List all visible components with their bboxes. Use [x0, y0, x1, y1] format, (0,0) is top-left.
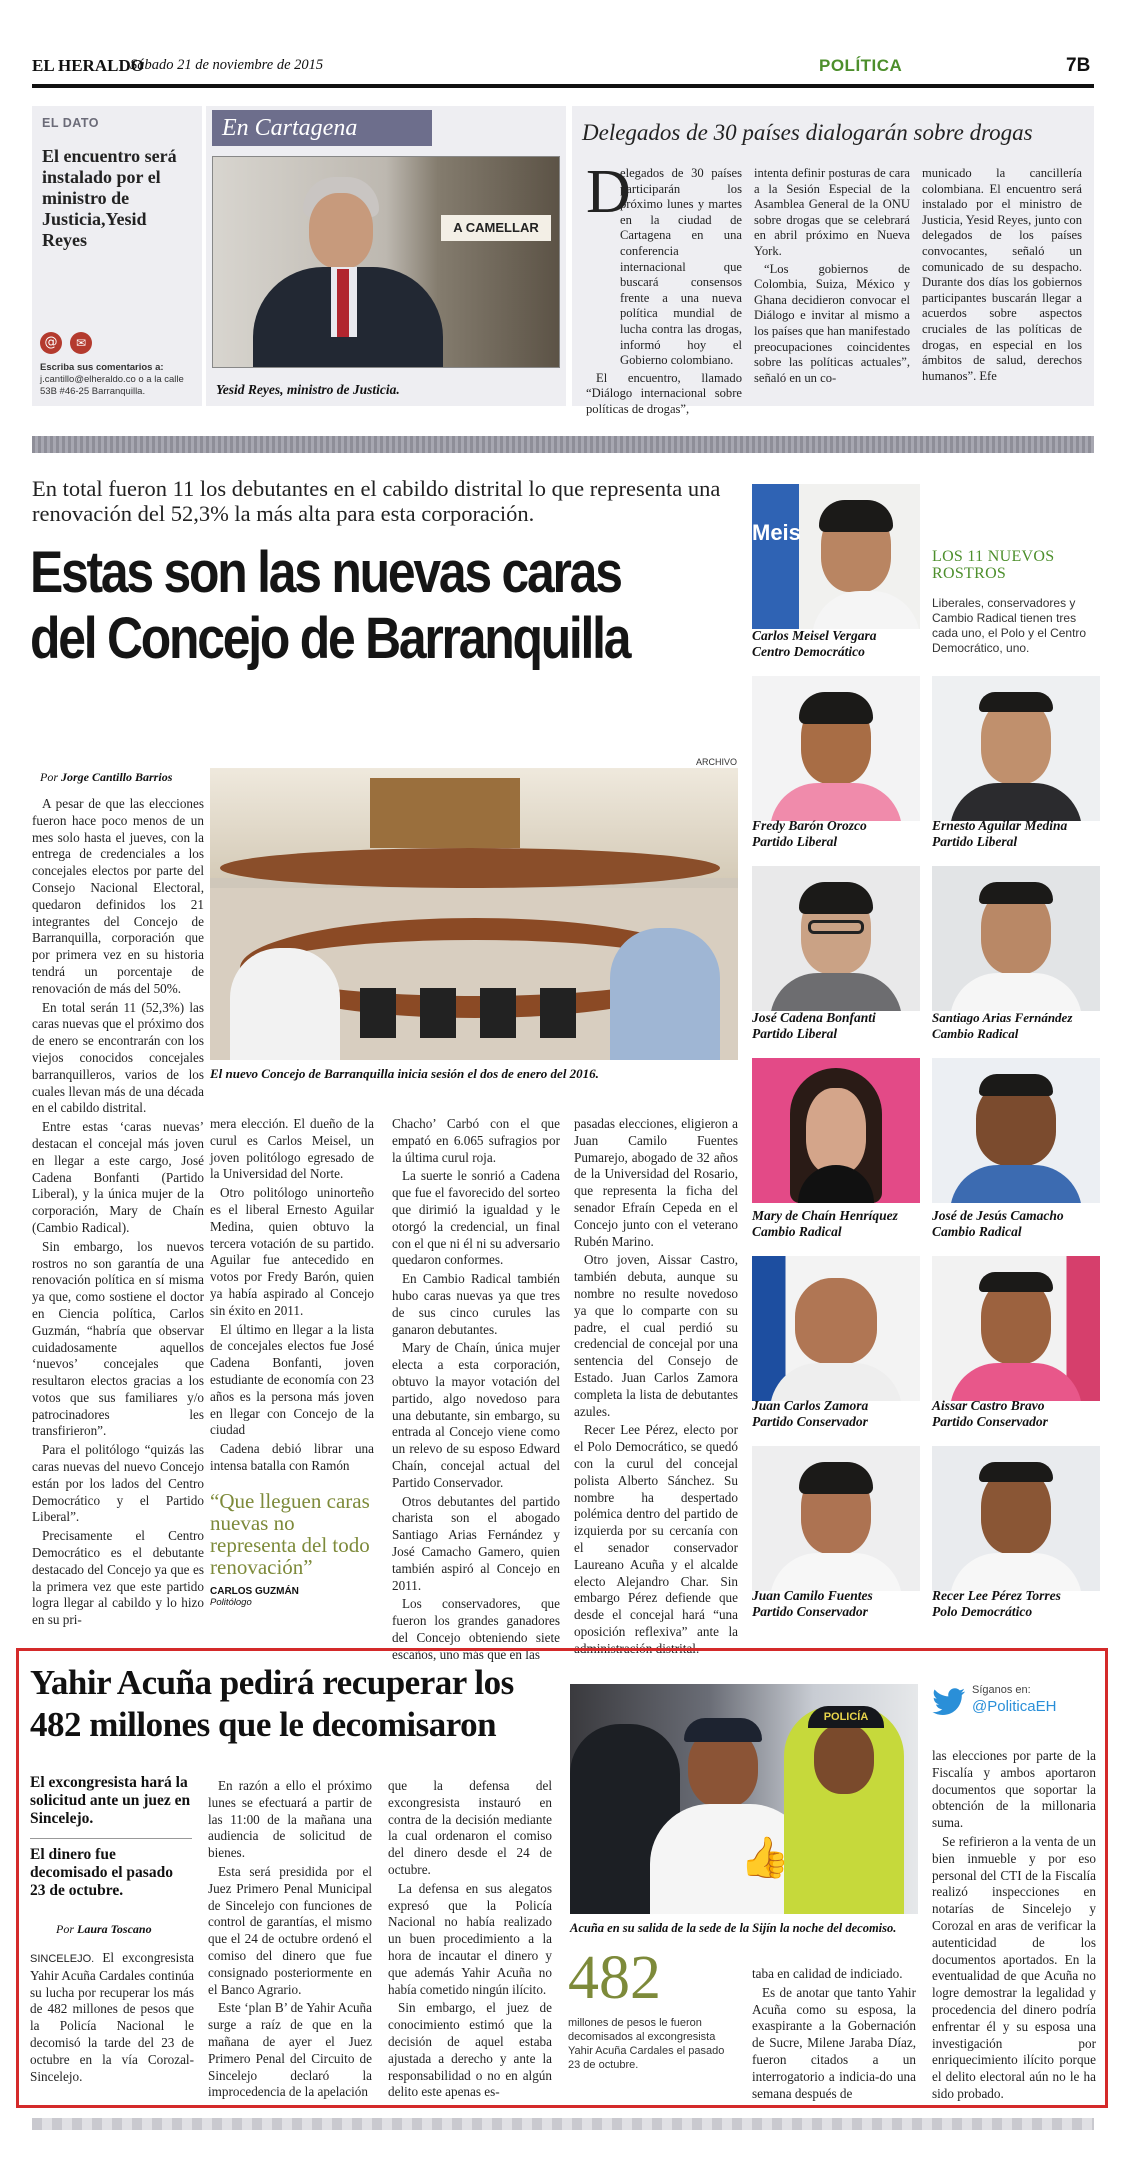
person-party: Partido Conservador — [752, 1414, 868, 1429]
caption-arias — [932, 1010, 1108, 1042]
yahir-col4-p1: taba en calidad de indiciado. — [752, 1966, 903, 1981]
section-name: POLÍTICA — [819, 56, 903, 75]
byline-prefix: Por — [56, 1922, 74, 1936]
concejo-col4-p1: pasadas elecciones, eligieron a Juan Camilo Fuentes Pumarejo, abogado de 32 años de la Universidad del Rosario, que representa la ficha del senador Efraín Cepeda en el Concejo junto con el veterano Rubén Marino. — [574, 1116, 738, 1249]
yahir-deck2: El dinero fue decomisado el pasado 23 de octubre. — [30, 1846, 173, 1899]
person-party: Cambio Radical — [932, 1026, 1019, 1041]
police-helmet-label: POLICÍA — [808, 1706, 884, 1728]
delegados-title: Delegados de 30 países dialogarán sobre drogas — [582, 120, 1033, 145]
yahir-col2 — [208, 1778, 372, 2103]
portrait-castro — [932, 1256, 1100, 1401]
person-name: Recer Lee Pérez Torres — [932, 1588, 1061, 1603]
photo-credit: ARCHIVO — [696, 757, 738, 767]
person-party: Centro Democrático — [752, 644, 865, 659]
mail-icon: ✉ — [70, 332, 92, 354]
person-name: Fredy Barón Orozco — [752, 818, 867, 833]
yahir-lead — [30, 1950, 194, 2085]
concejo-title — [30, 540, 649, 672]
yahir-title: Yahir Acuña pedirá recuperar los 482 millones que le decomisaron — [30, 1663, 514, 1744]
lead-kicker: SINCELEJO. — [30, 1953, 95, 1965]
portrait-aguilar — [932, 676, 1100, 821]
delegados-dropcap: D — [586, 158, 631, 226]
person-party: Cambio Radical — [932, 1224, 1022, 1239]
pull-quote-author: CARLOS GUZMÁN — [210, 1586, 299, 1597]
twitter-bird-svg — [932, 1688, 966, 1716]
yahir-col5-p1: las elecciones por parte de la Fiscalía y ambos aportaron documentos que soportar la obtención de la millonaria suma. — [932, 1748, 1096, 1831]
concejo-title-line1: Estas son las nuevas caras — [30, 540, 621, 605]
council-table-far — [220, 848, 720, 888]
concejo-subtitle: En total fueron 11 los debutantes en el cabildo distrital lo que representa una renovación del 52,3% la más alta para esta corporación. — [32, 476, 721, 526]
twitter-follow[interactable] — [932, 1682, 1092, 1726]
cartagena-banner: En Cartagena — [212, 110, 432, 146]
caption-castro — [932, 1398, 1100, 1430]
person-party: Partido Liberal — [932, 834, 1018, 849]
el-dato-box — [32, 106, 202, 406]
concejo-col1-p2: En total serán 11 (52,3%) las caras nuevas que el próximo dos de enero se encontrarán con los viejos conocidos concejales barranquilleros, varios de los cuales llevan más de una década en el cabildo distrital. — [32, 999, 204, 1116]
acuna-cap — [684, 1718, 762, 1742]
thumbs-up-icon: 👍 — [740, 1835, 790, 1881]
yahir-col3 — [388, 1778, 552, 2103]
cartagena-box — [206, 106, 566, 406]
concejo-col1-p5: Para el politólogo “quizás las caras nuevas del nuevo Concejo están por los lados del Centro Democrático y el Partido Liberal”. — [32, 1442, 204, 1525]
page-number: 7B — [1066, 55, 1091, 76]
yahir-col2-p2: Esta será presidida por el Juez Primero Penal Municipal de Sincelejo con funciones de control de garantías, el mismo que el 24 de octubre ordenó el comiso del dinero que fue consignado posteriormente en el Banco Agrario. — [208, 1863, 372, 1997]
delegados-col2-para: intenta definir posturas de cara a la Sesión Especial de la Asamblea General de la ONU sobre drogas que se celebrará en abril próximo en Nueva York. — [754, 166, 910, 258]
concejo-col3-p3: En Cambio Radical también hubo caras nuevas ya que tres de sus cinco curules las ganaron debutantes. — [392, 1271, 560, 1337]
byline-name: Jorge Cantillo Barrios — [61, 770, 173, 784]
person-name: Ernesto Aguilar Medina — [932, 818, 1068, 833]
portrait-face — [795, 1278, 877, 1364]
concejo-col1 — [32, 796, 204, 1631]
cartagena-caption: Yesid Reyes, ministro de Justicia. — [216, 382, 400, 397]
glasses-icon — [808, 920, 864, 934]
concejo-col2-p3: El último en llegar a la lista de concejales electos fue José Cadena Bonfanti, joven estudiante de economía con 23 años es la persona más joven en llegar con Concejo de la ciudad — [210, 1321, 374, 1438]
twitter-lead: Síganos en: — [972, 1684, 1031, 1696]
contact-lead: Escriba sus comentarios a: — [40, 362, 164, 373]
person-party: Partido Liberal — [752, 834, 838, 849]
concejo-col3-p5: Otros debutantes del partido charista son el abogado Santiago Arias Fernández y José Camacho Gamero, quien también aspiró al Concejo en 2011. — [392, 1493, 560, 1593]
portrait-face — [806, 1088, 866, 1174]
delegados-box — [572, 106, 1094, 416]
caption-perez — [932, 1588, 1102, 1620]
person-name: Aissar Castro Bravo — [932, 1398, 1045, 1413]
yahir-col3-p3: Sin embargo, el juez de conocimiento estimó que la decisión de aquel estaba ajustada a derecho y ante la responsabilidad o no en algún delito este apenas es- — [388, 2000, 552, 2100]
section-divider-strip — [32, 436, 1094, 453]
byline-name: Laura Toscano — [77, 1922, 152, 1936]
masthead: EL HERALDO — [32, 56, 144, 75]
caption-zamora — [752, 1398, 930, 1430]
yahir-col5-p2: Se refirieron a la venta de un bien inmueble y por eso personal del CTI de la Fiscalía realizó inspecciones en notarías de Sincelejo y Corozal en aras de verificar la autenticidad de los documentos aportados. En la eventualidad de que Acuña no logre demostrar la legalidad y procedencia del dinero podría enfrentar él y su esposa una investigación por enriquecimiento ilícito porque el delito electoral aún no le ha sido probado. — [932, 1833, 1096, 2101]
concejo-col2-p4: Cadena debió librar una intensa batalla con Ramón — [210, 1441, 374, 1473]
officer-right-face — [814, 1724, 874, 1794]
person-party: Partido Liberal — [752, 1026, 838, 1041]
council-flag-panel — [370, 778, 520, 848]
caption-baron — [752, 818, 930, 850]
el-dato-label: EL DATO — [42, 116, 99, 130]
concejo-col4-p3: Recer Lee Pérez, electo por el Polo Democrático, se quedó con la curul del concejal polista Alberto Sánchez. Su nombre ha despertado polémica dentro del partido de izquierda por su cercanía con el senador conservador Laureano Acuña y el alcalde electo Alejandro Char. Sin embargo Pérez defiende que desde el concejal hará “una oposición reflexiva” ante la administración distrital. — [574, 1422, 738, 1656]
concejo-col2-p2: Otro politólogo uninorteño es el liberal Ernesto Aguilar Medina, quien obtuvo la tercera votación de su partido. Aguilar fue antecedido en votos por Fredy Barón, quien ya había aspirado al Concejo sin éxito en 2011. — [210, 1185, 374, 1318]
concejo-col3-p4: Mary de Chaín, única mujer electa a esta corporación, obtuvo la mayor votación del partido, algo novedoso para una debutante, sin embargo, su entrada al Concejo viene como un relevo de su esposo Edward Chaín, concejal actual del Partido Conservador. — [392, 1340, 560, 1490]
concejo-title-line2: del Concejo de Barranquilla — [30, 606, 630, 671]
portrait-hair — [979, 1272, 1053, 1292]
camellar-sign: A CAMELLAR — [441, 215, 551, 241]
concejo-byline — [40, 770, 172, 785]
concejo-col4 — [574, 1116, 738, 1660]
yahir-col1 — [30, 1950, 194, 2087]
delegados-col2 — [754, 166, 910, 388]
caption-camacho — [932, 1208, 1100, 1240]
el-dato-contact — [40, 362, 196, 398]
yahir-col2-p1: En razón a ello el próximo lunes se efectuará a partir de las 11:00 de la mañana una audiencia de solicitud de bienes. — [208, 1778, 372, 1861]
person-name: José de Jesús Camacho — [932, 1208, 1064, 1223]
deck-divider — [30, 1838, 192, 1839]
portrait-zamora — [752, 1256, 920, 1401]
concejo-col2-p1: mera elección. El dueño de la curul es Carlos Meisel, un joven politólogo egresado de la Universidad del Norte. — [210, 1116, 374, 1182]
byline-prefix: Por — [40, 770, 58, 784]
pull-quote-role: Politólogo — [210, 1597, 252, 1608]
caption-meisel — [752, 628, 930, 660]
portrait-hair — [799, 692, 873, 724]
person-party: Partido Conservador — [752, 1604, 868, 1619]
rostros-title: LOS 11 NUEVOS ROSTROS — [932, 548, 1055, 582]
portrait-baron — [752, 676, 920, 821]
acuna-photo-caption: Acuña en su salida de la sede de la Sijín la noche del decomiso. — [570, 1921, 897, 1935]
concejo-col2 — [210, 1116, 374, 1477]
portrait-camacho — [932, 1058, 1100, 1203]
portrait-hair — [799, 1462, 873, 1494]
rostros-text: Liberales, conservadores y Cambio Radical tienen tres cada uno, el Polo y el Centro Democrático, uno. — [932, 596, 1087, 655]
page-header — [32, 52, 1094, 80]
at-icon: @ — [40, 332, 62, 354]
caption-aguilar — [932, 818, 1100, 850]
person-name: Carlos Meisel Vergara — [752, 628, 877, 643]
delegados-col1 — [586, 158, 742, 420]
person-name: Santiago Arias Fernández — [932, 1010, 1073, 1025]
portrait-meisel — [752, 484, 920, 629]
twitter-bird-icon — [932, 1688, 966, 1716]
big-number-text: millones de pesos le fueron decomisados al excongresista Yahir Acuña Cardales el pasado 23 de octubre. — [568, 2017, 725, 2071]
acuna-photo — [570, 1684, 918, 1914]
council-person-right — [610, 928, 720, 1060]
pull-quote — [210, 1490, 374, 1608]
yahir-col4 — [752, 1966, 916, 2104]
council-chairs — [360, 988, 600, 1038]
portrait-hair — [979, 882, 1053, 904]
portrait-hair — [819, 500, 893, 532]
minister-figure-face — [309, 193, 373, 269]
concejo-col3 — [392, 1116, 560, 1666]
minister-photo — [212, 156, 560, 368]
portrait-hair — [979, 1462, 1053, 1482]
delegados-col2b-para: “Los gobiernos de Colombia, Suiza, México y Ghana decidieron convocar el Diálogo e invitar al mismo a los países que han manifestado preocupaciones coincidentes sobre las políticas actuales”, señaló en un co- — [754, 261, 910, 385]
person-party: Partido Conservador — [932, 1414, 1048, 1429]
caption-cadena — [752, 1010, 930, 1042]
yahir-deck1: El excongresista hará la solicitud ante un juez en Sincelejo. — [30, 1774, 191, 1827]
person-name: Juan Camilo Fuentes — [752, 1588, 873, 1603]
contact-rest: j.cantillo@elheraldo.co o a la calle 53B #46-25 Barranquilla. — [40, 374, 184, 397]
yahir-byline — [56, 1922, 152, 1937]
delegados-col3 — [922, 166, 1082, 386]
yahir-col2-p3: Este ‘plan B’ de Yahir Acuña surge a raíz de que en la mañana de ayer el Juez Primero Penal del Circuito de Sincelejo declaró la improcedencia de la apelación — [208, 2000, 372, 2100]
yahir-col5 — [932, 1748, 1096, 2105]
concejo-col3-p2: La suerte le sonrió a Cadena que fue el favorecido del sorteo que dirimió la igualdad y le otorgó la credencial, un final con el que ni él ni su adversario quedaron conformes. — [392, 1168, 560, 1268]
concejo-col1-p3: Entre estas ‘caras nuevas’ destacan el concejal más joven en llegar a este cargo, José Cadena Bonfanti (Partido Liberal), y la única mujer de la corporación, Mary de Chaín (Cambio Radical). — [32, 1119, 204, 1235]
concejo-col1-p4: Sin embargo, los nuevos rostros no son garantía de una renovación política en sí misma ya que, como sostiene el doctor en Ciencia política, Carlos Guzmán, “habría que observar cuidadosamente aquellos ‘nuevos’ concejales que resultaron electos gracias a los votos que sus familiares y/o patrocinadores les transfirieron”. — [32, 1238, 204, 1439]
big-number-box — [568, 1946, 738, 2096]
portrait-perez — [932, 1446, 1100, 1591]
concejo-col3-p6: Los conservadores, que fueron los grandes ganadores del Concejo obteniendo siete escaños, uno más que en las — [392, 1596, 560, 1662]
header-rule — [32, 84, 1094, 88]
print-color-bar — [32, 2118, 1094, 2130]
portrait-fuentes — [752, 1446, 920, 1591]
pull-quote-text: “Que lleguen caras nuevas no representa del todo renovación” — [210, 1489, 370, 1579]
person-name: Mary de Chaín Henríquez — [752, 1208, 898, 1223]
portrait-hair — [979, 1074, 1053, 1096]
council-person-left — [230, 948, 340, 1060]
yahir-col3-p1: que la defensa del excongresista instauró en contra de la decisión mediante la cual ordenaron el comiso del dinero desde el 24 de octubre. — [388, 1778, 552, 1877]
yahir-col4-p2: Es de anotar que tanto Yahir Acuña como su esposa, la exaspirante a la Gobernación de Sucre, Milene Jaraba Díaz, fueron citados a un interrogatorio a indicia-do una semana después de — [752, 1984, 916, 2101]
portrait-chain — [752, 1058, 920, 1203]
person-name: Juan Carlos Zamora — [752, 1398, 869, 1413]
concejo-col1-p6: Precisamente el Centro Democrático es el debutante destacado del Concejo ya que es la primera vez que este partido logra llegar al cabildo y lo hizo en su pri- — [32, 1528, 204, 1628]
delegados-col3-para: municado la cancillería colombiana. El encuentro será instalado por el ministro de Justicia, Yesid Reyes, junto con delegados de los países convocantes, señaló un comunicado de su despacho. Durante dos días los gobiernos participantes buscarán llegar a acuerdos sobre aspectos cruciales de las políticas de drogas, en especial en los ámbitos de salud, derechos humanos”. Efe — [922, 166, 1082, 383]
caption-chain — [752, 1208, 930, 1240]
el-dato-text: El encuentro será instalado por el ministro de Justicia,Yesid Reyes — [42, 146, 177, 250]
portrait-hair — [979, 692, 1053, 712]
yahir-col3-p2: La defensa en sus alegatos expresó que la Policía Nacional no había realizado un buen procedimiento a la hora de incautar el dinero y que además Yahir Acuña no había cometido ningún ilícito. — [388, 1880, 552, 1997]
caption-fuentes — [752, 1588, 930, 1620]
meisel-sign: Meis — [752, 520, 801, 545]
council-photo-caption: El nuevo Concejo de Barranquilla inicia sesión el dos de enero del 2016. — [210, 1066, 599, 1081]
concejo-col1-p1: A pesar de que las elecciones fueron hace poco menos de un mes solo hasta el jueves, con la entrega de credenciales a los concejales electos por parte del Consejo Nacional Electoral, quedaron definidos los 21 integrantes del Concejo de Barranquilla, corporación que por primera vez en su historia tendrá un porcentaje de renovación de más del 50%. — [32, 796, 204, 996]
lead-text: El excongresista Yahir Acuña Cardales continúa su lucha por recuperar los más de 482 millones de pesos que la Policía Nacional le decomisó la tarde del 23 de octubre en la vía Corozal-Sincelejo. — [30, 1950, 194, 2084]
person-name: José Cadena Bonfanti — [752, 1010, 876, 1025]
concejo-col4-p2: Otro joven, Aissar Castro, también debuta, aunque su nombre no resulte novedoso ya que lo comparte con su padre, el cual perdió su credencial de concejal por una sentencia del Consejo de Estado. Juan Carlos Zamora completa la lista de debutantes azules. — [574, 1252, 738, 1419]
concejo-col3-p1: Chacho’ Carbó con el que empató en 6.065 sufragios por la última curul roja. — [392, 1116, 560, 1165]
twitter-handle: @PoliticaEH — [972, 1698, 1057, 1715]
delegados-col1b-para: El encuentro, llamado “Diálogo internacional sobre políticas de drogas”, — [586, 370, 742, 416]
person-party: Cambio Radical — [752, 1224, 842, 1239]
portrait-arias — [932, 866, 1100, 1011]
portrait-cadena — [752, 866, 920, 1011]
portrait-hair — [799, 882, 873, 914]
header-date: Sábado 21 de noviembre de 2015 — [130, 57, 324, 73]
delegados-col1-para: elegados de 30 países participarán los próximo lunes y martes en la ciudad de Cartagena en una conferencia internacional que buscará consensos frente a una nueva política mundial de lucha contra las drogas, informó hoy el Gobierno colombiano. — [620, 166, 742, 368]
person-party: Polo Democrático — [932, 1604, 1033, 1619]
big-number: 482 — [568, 1944, 661, 2012]
council-photo — [210, 768, 738, 1060]
minister-tie — [337, 269, 349, 337]
